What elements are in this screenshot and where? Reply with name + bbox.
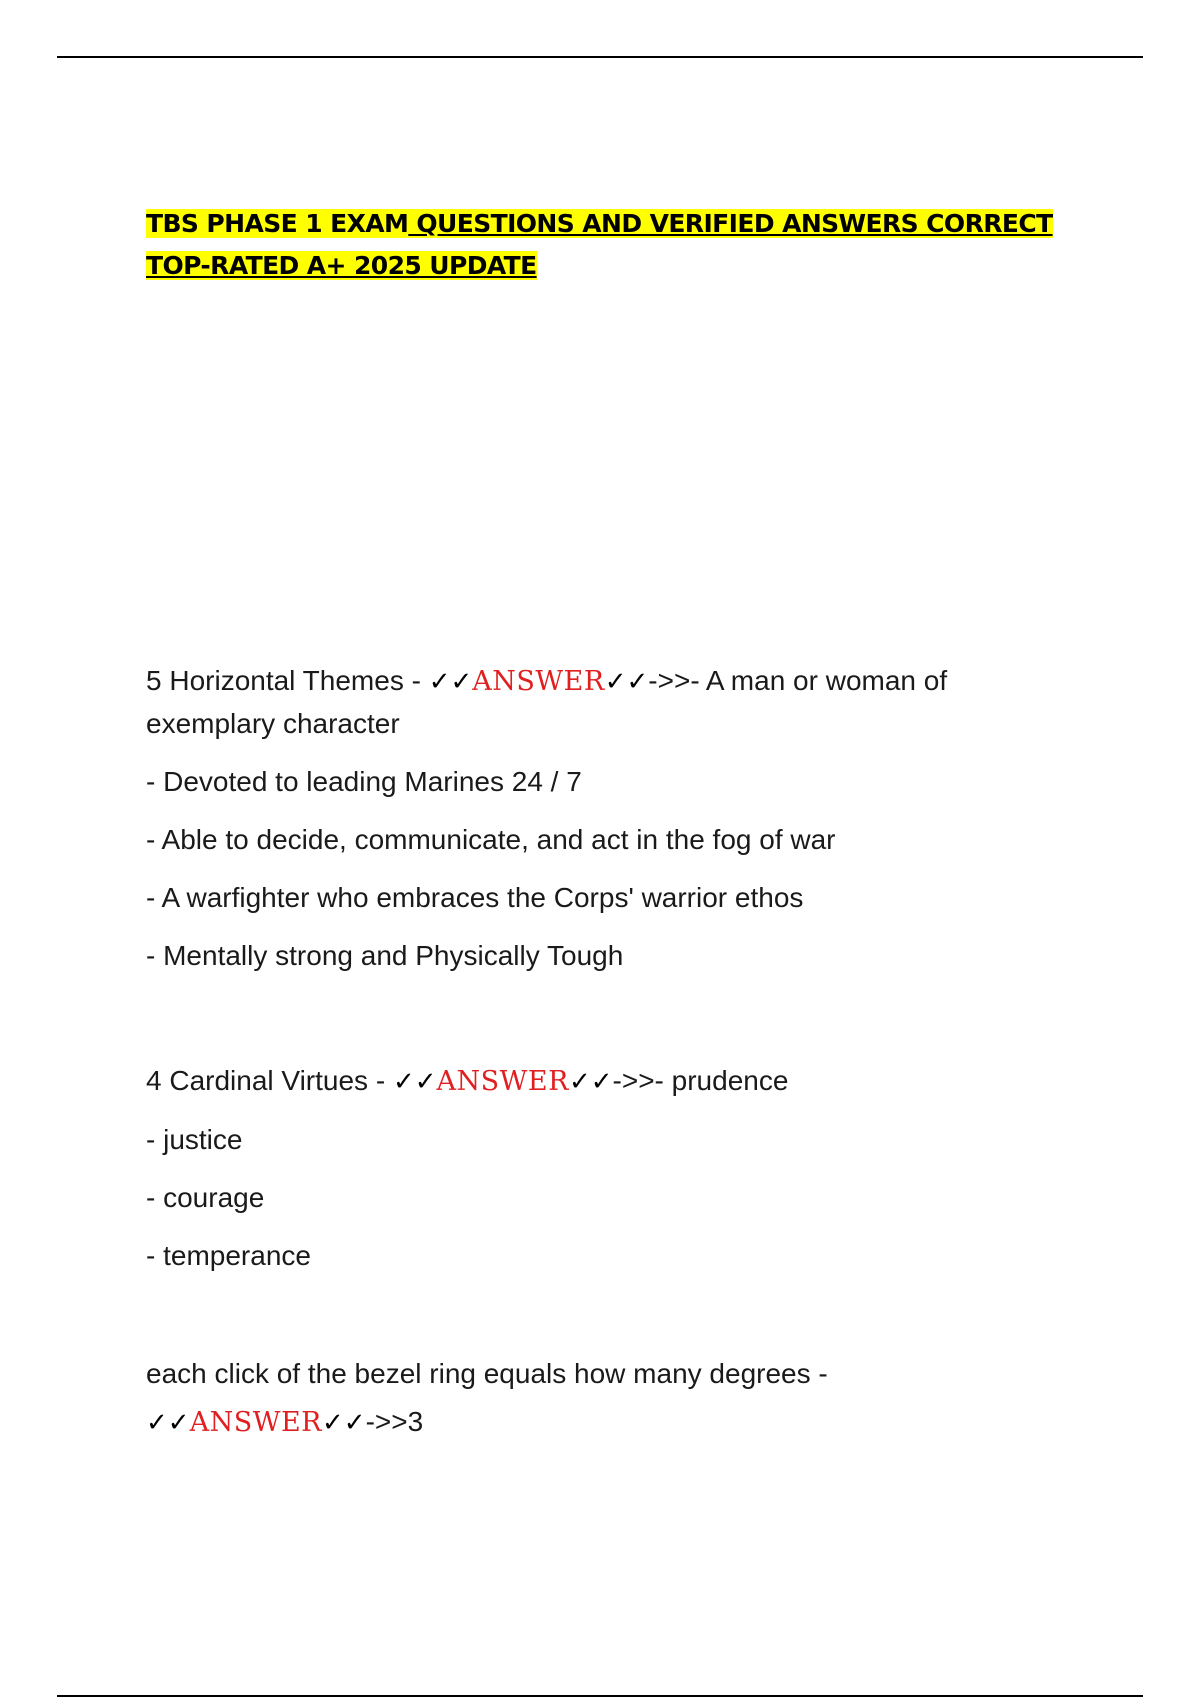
answer-text: prudence (663, 1065, 789, 1096)
answer-extra-line: - Devoted to leading Marines 24 / 7 (146, 766, 582, 797)
qa-question-line (146, 1353, 1066, 1395)
answer-text: 3 (407, 1406, 424, 1437)
check-marks-icon: ✓✓ (146, 1408, 190, 1438)
question-text: each click of the bezel ring equals how many degrees - (146, 1358, 828, 1389)
answer-arrow: ->> (365, 1406, 408, 1437)
bottom-rule (57, 1695, 1143, 1697)
qa-question-line (146, 660, 1066, 745)
check-marks-icon: ✓✓ (428, 667, 473, 697)
check-marks-icon: ✓✓ (322, 1408, 366, 1438)
top-rule (57, 56, 1143, 58)
qa-item (146, 1353, 1066, 1444)
question-text: 5 Horizontal Themes - (146, 665, 429, 696)
qa-item (146, 1060, 1066, 1277)
check-marks-icon: ✓✓ (604, 667, 649, 697)
answer-extra-line: - Mentally strong and Physically Tough (146, 940, 624, 971)
document-title (146, 203, 1066, 287)
check-marks-icon: ✓✓ (392, 1067, 437, 1097)
answer-label: ANSWER (472, 666, 605, 697)
answer-arrow: ->>- (648, 665, 700, 696)
title-part-2: QUESTIONS AND VERIFIED ANSWERS CORRECT TOP-RATED A+ 2025 UPDATE (146, 209, 1053, 280)
answer-extra-line: - A warfighter who embraces the Corps' warrior ethos (146, 882, 804, 913)
title-part-1: TBS PHASE 1 EXAM (146, 209, 409, 238)
qa-answer-line (146, 1401, 1066, 1444)
answer-label: ANSWER (436, 1066, 569, 1097)
qa-item (146, 660, 1066, 977)
answer-label: ANSWER (189, 1407, 322, 1438)
answer-extra-line: - temperance (146, 1240, 311, 1271)
question-text: 4 Cardinal Virtues - (146, 1065, 393, 1096)
answer-extra-line: - justice (146, 1124, 243, 1155)
check-marks-icon: ✓✓ (568, 1067, 613, 1097)
answer-arrow: ->>- (612, 1065, 664, 1096)
answer-text: A man or woman of exemplary character (146, 665, 948, 739)
answer-extra-line: - Able to decide, communicate, and act in the fog of war (146, 824, 836, 855)
answer-extra-line: - courage (146, 1182, 265, 1213)
qa-question-line (146, 1060, 1066, 1103)
